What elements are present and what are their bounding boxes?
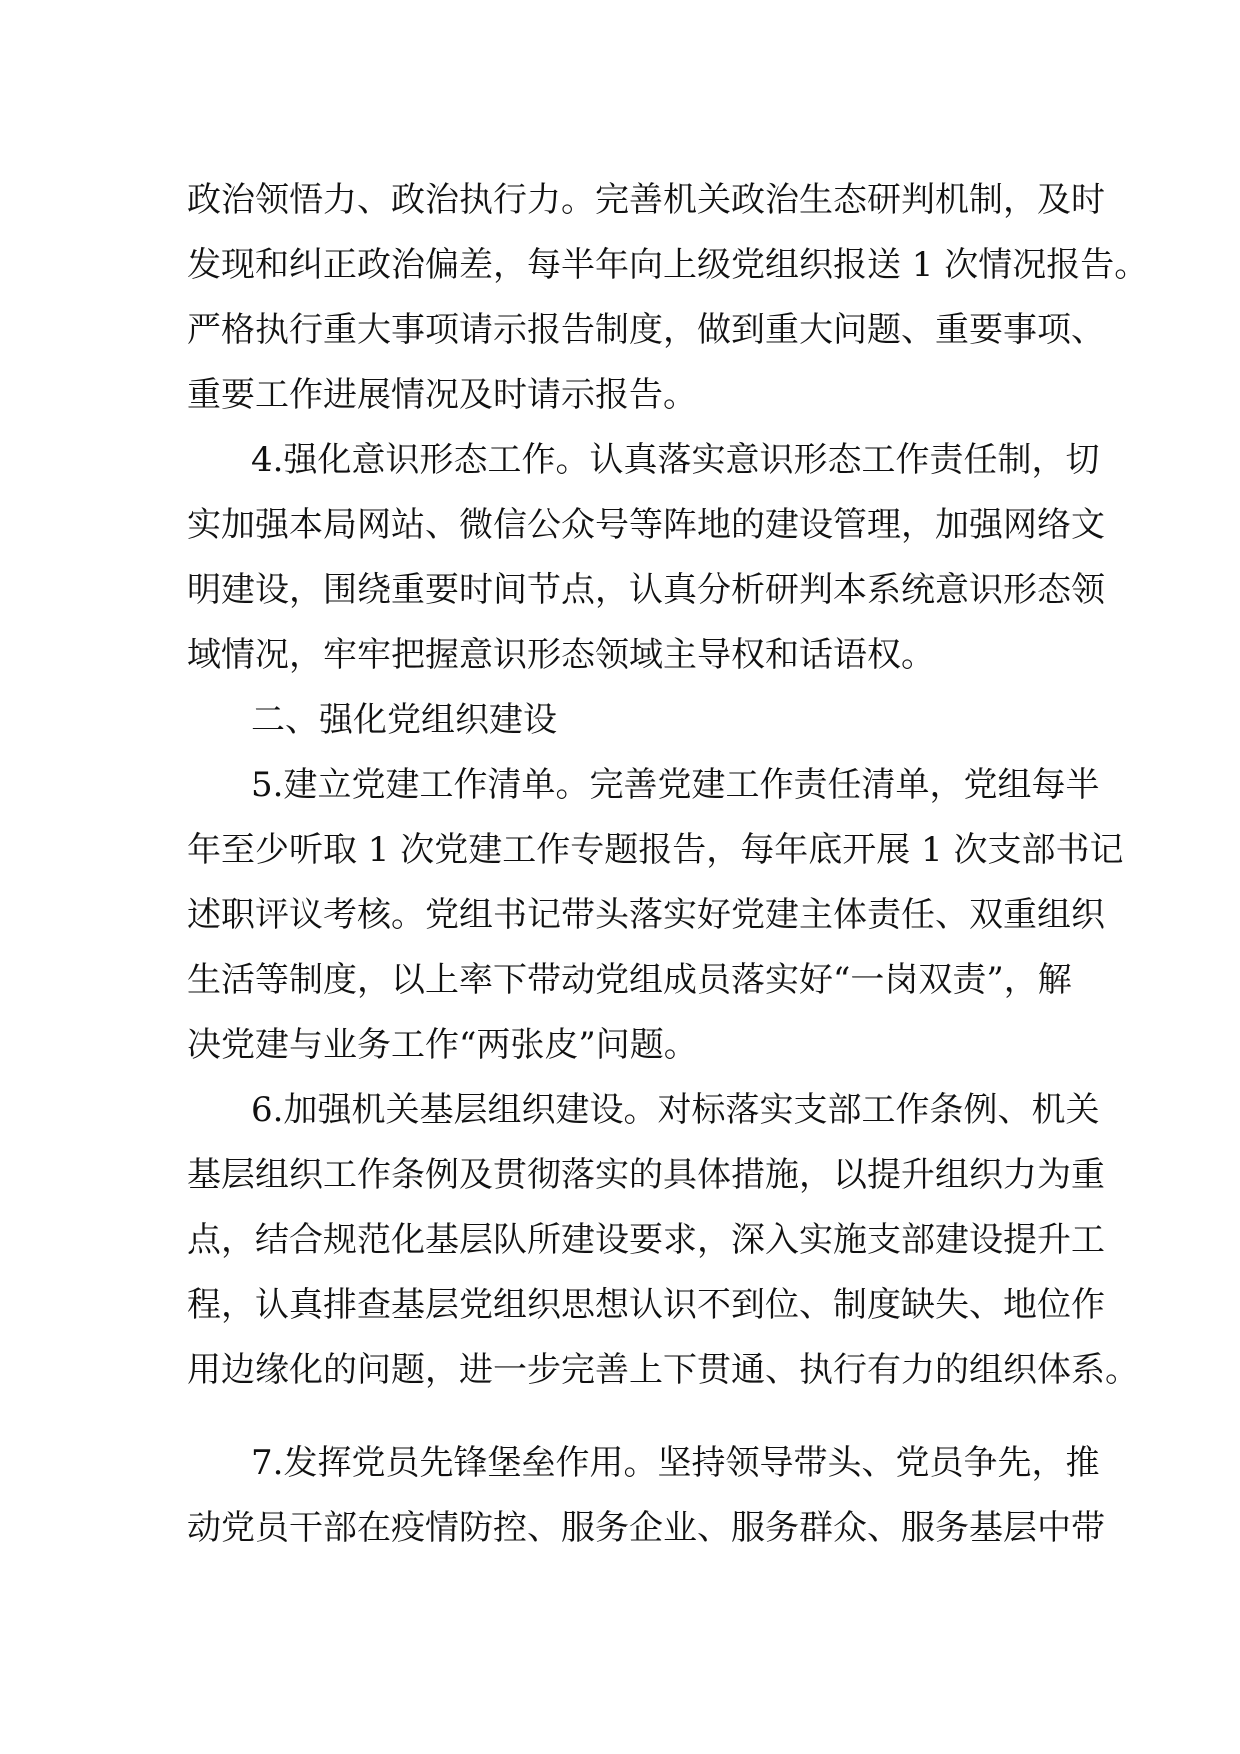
body-line: 明建设，围绕重要时间节点，认真分析研判本系统意识形态领: [187, 570, 1105, 610]
body-line: 述职评议考核。党组书记带头落实好党建主体责任、双重组织: [187, 895, 1105, 935]
body-line: 重要工作进展情况及时请示报告。: [187, 375, 697, 415]
paragraph-7-heading-line: 7.发挥党员先锋堡垒作用。坚持领导带头、党员争先，推: [251, 1443, 1100, 1483]
body-line: 点，结合规范化基层队所建设要求，深入实施支部建设提升工: [187, 1220, 1105, 1260]
body-line: 基层组织工作条例及贯彻落实的具体措施，以提升组织力为重: [187, 1155, 1105, 1195]
body-line: 政治领悟力、政治执行力。完善机关政治生态研判机制，及时: [187, 180, 1105, 220]
body-line: 程，认真排查基层党组织思想认识不到位、制度缺失、地位作: [187, 1285, 1105, 1325]
body-line: 动党员干部在疫情防控、服务企业、服务群众、服务基层中带: [187, 1508, 1105, 1548]
body-line: 用边缘化的问题，进一步完善上下贯通、执行有力的组织体系。: [187, 1350, 1139, 1390]
document-body: [187, 168, 1149, 1561]
paragraph-gap: [187, 1403, 1067, 1431]
paragraph-5-heading-line: 5.建立党建工作清单。完善党建工作责任清单，党组每半: [251, 765, 1100, 805]
body-line: 生活等制度，以上率下带动党组成员落实好“一岗双责”，解: [187, 960, 1072, 1000]
body-line: 域情况，牢牢把握意识形态领域主导权和话语权。: [187, 635, 935, 675]
paragraph-4-heading-line: 4.强化意识形态工作。认真落实意识形态工作责任制，切: [251, 440, 1100, 480]
paragraph-6-heading-line: 6.加强机关基层组织建设。对标落实支部工作条例、机关: [251, 1090, 1100, 1130]
body-line: 严格执行重大事项请示报告制度，做到重大问题、重要事项、: [187, 310, 1105, 350]
body-line: 发现和纠正政治偏差，每半年向上级党组织报送 1 次情况报告。: [187, 245, 1149, 285]
body-line: 年至少听取 1 次党建工作专题报告，每年底开展 1 次支部书记: [187, 830, 1124, 870]
section-heading: 二、强化党组织建设: [251, 700, 557, 740]
body-line: 实加强本局网站、微信公众号等阵地的建设管理，加强网络文: [187, 505, 1105, 545]
body-line: 决党建与业务工作“两张皮”问题。: [187, 1025, 698, 1065]
